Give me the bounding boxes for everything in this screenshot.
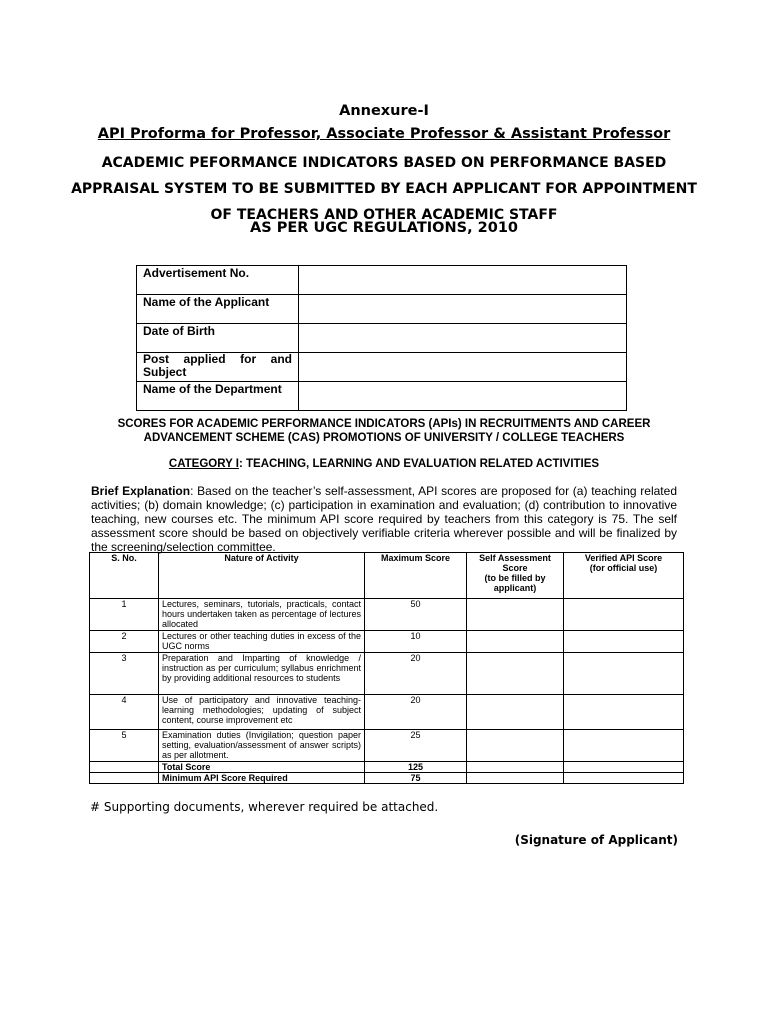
verified-score-cell[interactable]	[564, 730, 684, 762]
max-score-cell: 50	[365, 599, 467, 631]
self-assessment-header-line: Self Assessment	[479, 553, 551, 563]
max-score-cell: 20	[365, 653, 467, 695]
verified-score-cell[interactable]	[564, 695, 684, 730]
advertisement-field[interactable]	[299, 266, 627, 295]
nature-header: Nature of Activity	[159, 553, 365, 599]
table-row	[90, 695, 684, 730]
self-assessment-cell[interactable]	[467, 599, 564, 631]
table-row	[137, 324, 627, 353]
table-row	[90, 631, 684, 653]
table-header-row	[90, 553, 684, 599]
verified-score-cell[interactable]	[564, 653, 684, 695]
table-row	[90, 730, 684, 762]
nature-cell: Lectures, seminars, tutorials, practicals, contact hours undertaken taken as percentage of lectures allocated	[159, 599, 365, 631]
document-heading	[60, 150, 708, 228]
self-assessment-cell[interactable]	[467, 730, 564, 762]
self-assessment-minimum-cell[interactable]	[467, 773, 564, 784]
signature-label: (Signature of Applicant)	[514, 833, 678, 847]
applicant-name-label: Name of the Applicant	[137, 295, 299, 324]
heading-line-2: APPRAISAL SYSTEM TO BE SUBMITTED BY EACH APPLICANT FOR APPOINTMENT	[71, 181, 697, 197]
minimum-score-label: Minimum API Score Required	[159, 773, 365, 784]
self-assessment-header-line: applicant)	[493, 583, 537, 593]
date-of-birth-field[interactable]	[299, 324, 627, 353]
table-row	[90, 653, 684, 695]
sno-cell	[90, 773, 159, 784]
category-heading	[80, 458, 688, 470]
max-score-header: Maximum Score	[365, 553, 467, 599]
category-label: CATEGORY I	[168, 458, 239, 470]
self-assessment-header-line: Score	[502, 563, 528, 573]
supporting-documents-note: # Supporting documents, wherever required be attached.	[90, 800, 439, 814]
self-assessment-cell[interactable]	[467, 695, 564, 730]
brief-text: : Based on the teacher’s self-assessment, API scores are proposed for (a) teaching related activities; (b) domain knowledge; (c) participation in examination and evaluation; (d) contribution to innovative teaching, new courses etc. The minimum API score required by teachers from this category is 75. The self assessment score should be based on objectively verifiable criteria wherever possible and will be finalized by the screening/selection committee.	[91, 484, 677, 554]
max-score-cell: 20	[365, 695, 467, 730]
scores-heading-line-1: SCORES FOR ACADEMIC PERFORMANCE INDICATORS (APIs) IN RECRUITMENTS AND CAREER	[117, 418, 651, 430]
table-row	[137, 382, 627, 411]
self-assessment-cell[interactable]	[467, 631, 564, 653]
heading-line-3: OF TEACHERS AND OTHER ACADEMIC STAFF	[210, 207, 558, 223]
category-title: : TEACHING, LEARNING AND EVALUATION RELATED ACTIVITIES	[238, 458, 600, 470]
minimum-score-value: 75	[365, 773, 467, 784]
max-score-cell: 10	[365, 631, 467, 653]
verified-score-header-line: Verified API Score	[584, 553, 663, 563]
verified-score-cell[interactable]	[564, 631, 684, 653]
advertisement-label: Advertisement No.	[137, 266, 299, 295]
nature-cell: Lectures or other teaching duties in excess of the UGC norms	[159, 631, 365, 653]
post-applied-label	[137, 353, 299, 382]
post-applied-line: Post applied for and	[143, 352, 292, 366]
max-score-cell: 25	[365, 730, 467, 762]
applicant-info-table	[136, 265, 627, 411]
table-row	[137, 266, 627, 295]
sno-cell: 3	[90, 653, 159, 695]
verified-score-cell[interactable]	[564, 599, 684, 631]
activity-table	[89, 552, 684, 784]
verified-score-header	[564, 553, 684, 599]
sno-cell: 2	[90, 631, 159, 653]
sno-cell: 5	[90, 730, 159, 762]
total-label: Total Score	[159, 762, 365, 773]
brief-label: Brief Explanation	[91, 484, 191, 498]
self-assessment-header-line: (to be filled by	[484, 573, 546, 583]
annexure-title: Annexure-I	[339, 103, 429, 119]
applicant-name-field[interactable]	[299, 295, 627, 324]
self-assessment-total-cell[interactable]	[467, 762, 564, 773]
nature-cell: Use of participatory and innovative teaching-learning methodologies; updating of subject content, course improvement etc	[159, 695, 365, 730]
self-assessment-header	[467, 553, 564, 599]
table-row	[137, 295, 627, 324]
total-row	[90, 762, 684, 773]
date-of-birth-label: Date of Birth	[137, 324, 299, 353]
brief-explanation	[91, 484, 677, 554]
scores-heading-line-2: ADVANCEMENT SCHEME (CAS) PROMOTIONS OF UNIVERSITY / COLLEGE TEACHERS	[143, 432, 625, 444]
heading-line-4: AS PER UGC REGULATIONS, 2010	[249, 220, 518, 236]
sno-cell: 1	[90, 599, 159, 631]
table-row	[137, 353, 627, 382]
sno-header: S. No.	[90, 553, 159, 599]
minimum-row	[90, 773, 684, 784]
sno-cell	[90, 762, 159, 773]
sno-cell: 4	[90, 695, 159, 730]
self-assessment-cell[interactable]	[467, 653, 564, 695]
heading-line-1: ACADEMIC PEFORMANCE INDICATORS BASED ON PERFORMANCE BASED	[101, 155, 667, 171]
department-field[interactable]	[299, 382, 627, 411]
scores-heading	[80, 417, 688, 445]
nature-cell: Preparation and Imparting of knowledge / instruction as per curriculum; syllabus enrichment by providing additional resources to students	[159, 653, 365, 695]
table-row	[90, 599, 684, 631]
nature-cell: Examination duties (Invigilation; question paper setting, evaluation/assessment of answer scripts) as per allotment.	[159, 730, 365, 762]
total-value: 125	[365, 762, 467, 773]
verified-total-cell[interactable]	[564, 762, 684, 773]
post-subject-line: Subject	[143, 365, 187, 379]
verified-score-header-line: (for official use)	[589, 563, 658, 573]
verified-minimum-cell[interactable]	[564, 773, 684, 784]
proforma-title: API Proforma for Professor, Associate Professor & Assistant Professor	[97, 126, 671, 142]
department-label: Name of the Department	[137, 382, 299, 411]
post-applied-field[interactable]	[299, 353, 627, 382]
